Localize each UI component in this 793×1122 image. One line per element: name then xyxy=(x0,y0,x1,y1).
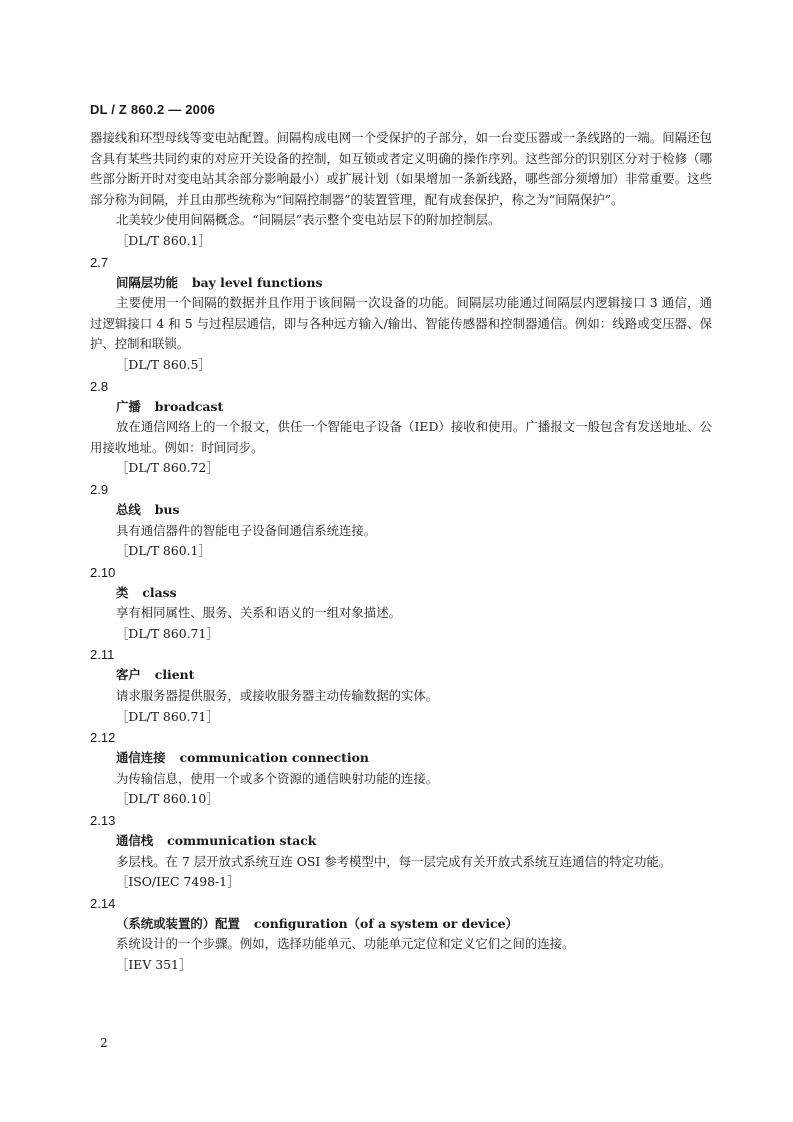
term-reference: ［ISO/IEC 7498-1］ xyxy=(116,874,240,890)
page-number: 2 xyxy=(100,1036,108,1050)
term-definition: 具有通信器件的智能电子设备间通信系统连接。 xyxy=(116,522,377,538)
term-en: communication stack xyxy=(167,833,317,849)
term-reference: ［DL/T 860.71］ xyxy=(116,625,219,641)
term-reference: ［DL/T 860.5］ xyxy=(116,356,211,372)
term-2-14 xyxy=(90,893,712,976)
term-number: 2.10 xyxy=(90,564,116,580)
term-zh: 通信栈 xyxy=(116,833,154,849)
term-2-10 xyxy=(90,562,712,645)
term-title xyxy=(90,748,712,769)
term-zh: 客户 xyxy=(116,667,141,683)
term-definition: 主要使用一个间隔的数据并且作用于该间隔一次设备的功能。间隔层功能通过间隔层内逻辑接口 3 通信，通过逻辑接口 4 和 5 与过程层通信，即与各种远方输入/输出、智能传感器和控制器通信。例如：线路或变压器、保护、控制和联锁。 xyxy=(90,295,712,352)
term-number: 2.8 xyxy=(90,378,109,394)
term-definition: 为传输信息，使用一个或多个资源的通信映射功能的连接。 xyxy=(116,770,439,786)
term-reference: ［DL/T 860.1］ xyxy=(116,543,211,559)
term-en: configuration（of a system or device） xyxy=(253,915,518,931)
term-reference: ［DL/T 860.10］ xyxy=(116,791,219,807)
term-number: 2.14 xyxy=(90,895,116,911)
term-definition: 请求服务器提供服务，或接收服务器主动传输数据的实体。 xyxy=(116,688,439,704)
term-2-7 xyxy=(90,252,712,376)
term-definition: 放在通信网络上的一个报文，供任一个智能电子设备（IED）接收和使用。广播报文一般包含有发送地址、公用接收地址。例如：时间同步。 xyxy=(90,419,712,455)
term-zh: 广播 xyxy=(116,398,141,414)
term-definition: 享有相同属性、服务、关系和语义的一组对象描述。 xyxy=(116,605,401,621)
term-number: 2.9 xyxy=(90,481,109,497)
term-title xyxy=(90,665,712,686)
term-en: bus xyxy=(154,501,180,517)
north-america-note: 北美较少使用间隔概念。“间隔层”表示整个变电站层下的附加控制层。 xyxy=(116,212,501,228)
term-en: class xyxy=(142,584,177,600)
term-title xyxy=(90,273,712,294)
term-title xyxy=(90,583,712,604)
term-2-11 xyxy=(90,644,712,727)
term-zh: 通信连接 xyxy=(116,750,166,766)
term-zh: （系统或装置的）配置 xyxy=(116,915,240,931)
term-2-8 xyxy=(90,376,712,479)
document-code-header: DL / Z 860.2 — 2006 xyxy=(90,102,215,117)
term-definition: 系统设计的一个步骤。例如，选择功能单元、功能单元定位和定义它们之间的连接。 xyxy=(116,936,575,952)
term-en: client xyxy=(154,667,195,683)
term-reference: ［IEV 351］ xyxy=(116,957,192,972)
page-content xyxy=(90,128,712,976)
term-number: 2.11 xyxy=(90,647,115,663)
term-number: 2.12 xyxy=(90,730,116,746)
term-reference: ［DL/T 860.72］ xyxy=(116,460,219,476)
term-zh: 间隔层功能 xyxy=(116,274,178,290)
intro-reference: ［DL/T 860.1］ xyxy=(116,232,211,248)
term-en: broadcast xyxy=(154,398,224,414)
term-en: communication connection xyxy=(179,750,369,766)
term-en: bay level functions xyxy=(191,274,323,290)
term-2-13 xyxy=(90,810,712,893)
term-2-9 xyxy=(90,479,712,562)
term-title xyxy=(90,397,712,418)
term-title xyxy=(90,914,712,935)
term-title xyxy=(90,500,712,521)
term-2-12 xyxy=(90,727,712,810)
term-definition: 多层栈。在 7 层开放式系统互连 OSI 参考模型中，每一层完成有关开放式系统互连通信的特定功能。 xyxy=(116,853,672,869)
term-zh: 类 xyxy=(116,584,129,600)
term-title xyxy=(90,831,712,852)
term-reference: ［DL/T 860.71］ xyxy=(116,708,219,724)
term-number: 2.13 xyxy=(90,813,116,829)
term-zh: 总线 xyxy=(116,501,141,517)
continued-paragraph: 器接线和环型母线等变电站配置。间隔构成电网一个受保护的子部分，如一台变压器或一条线路的一端。间隔还包含具有某些共同约束的对应开关设备的控制，如互锁或者定义明确的操作序列。这些部分的识别区分对于检修（哪些部分断开时对变电站其余部分影响最小）或扩展计划（如果增加一条新线路，哪些部分须增加）非常重要。这些部分称为间隔，并且由那些统称为“间隔控制器”的装置管理，配有成套保护，称之为“间隔保护”。 xyxy=(90,130,712,207)
term-number: 2.7 xyxy=(90,254,109,270)
